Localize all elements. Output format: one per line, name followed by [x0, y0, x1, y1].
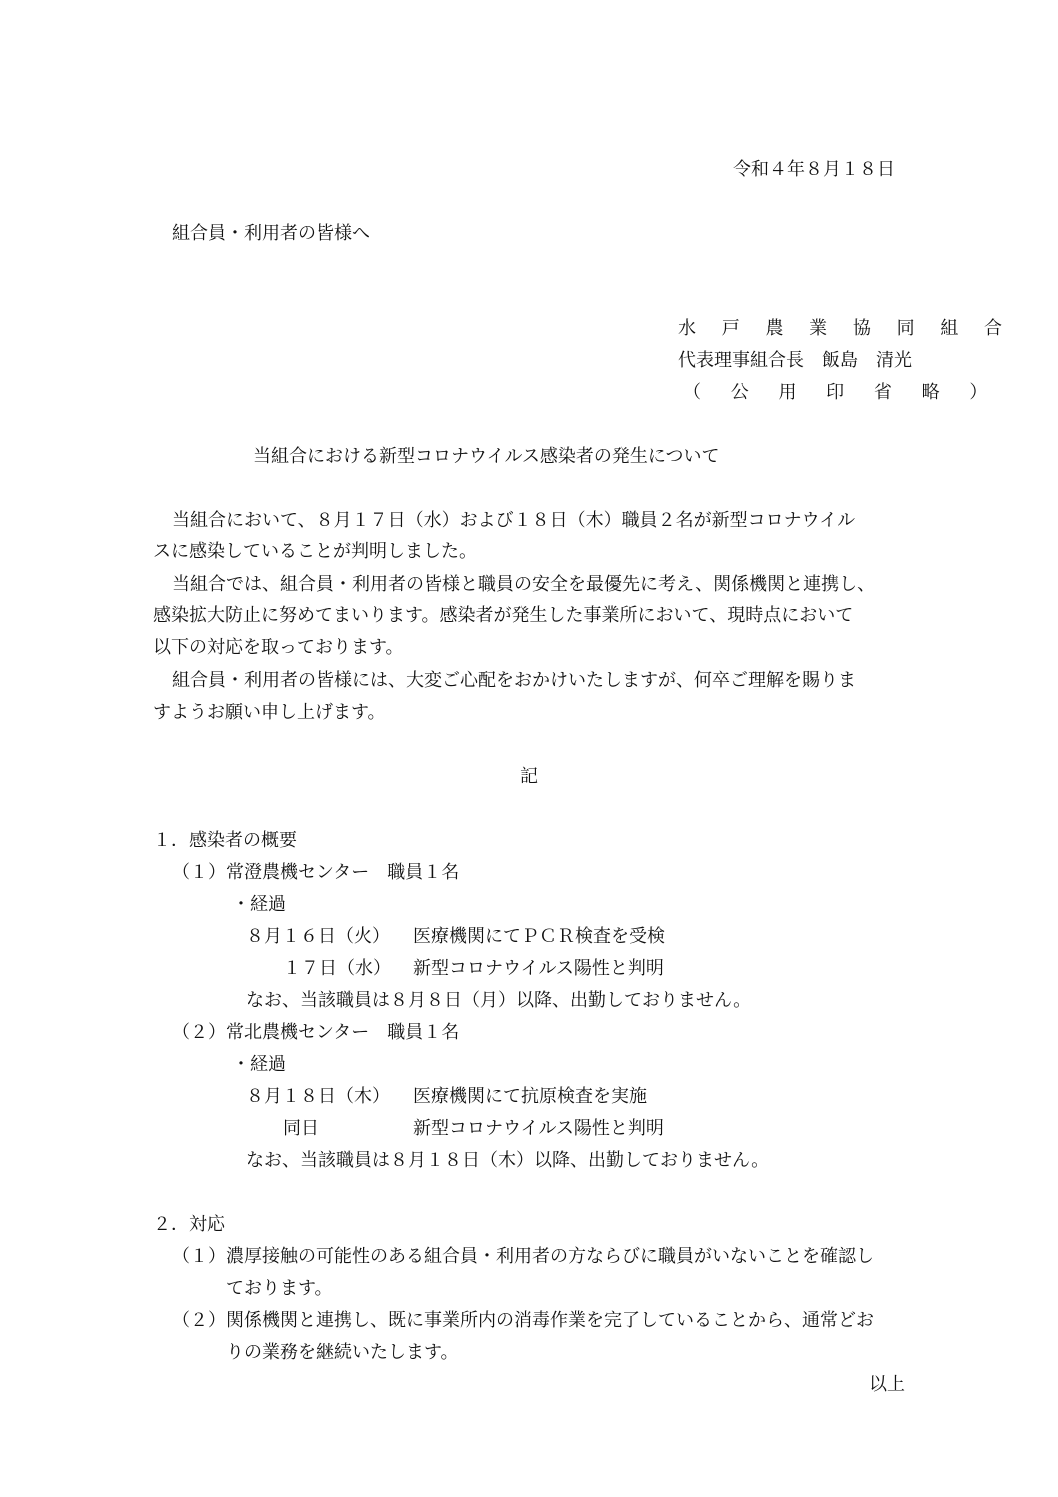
timeline-date: １７日（水） — [283, 958, 391, 979]
sender-title: 代表理事組合長 飯島 清光 — [678, 350, 912, 371]
response-item: （２）関係機関と連携し、既に事業所内の消毒作業を完了していることから、通常どお — [172, 1310, 874, 1331]
response-item: （１）濃厚接触の可能性のある組合員・利用者の方ならびに職員がいないことを確認し — [172, 1246, 874, 1267]
sender-organization: 水 戸 農 業 協 同 組 合 — [678, 318, 1013, 339]
case-title: （２）常北農機センター 職員１名 — [172, 1022, 460, 1043]
progress-label: ・経過 — [232, 894, 286, 915]
body-line: 当組合において、８月１７日（水）および１８日（木）職員２名が新型コロナウイル — [172, 510, 856, 531]
timeline-event: 医療機関にてＰＣＲ検査を受検 — [413, 926, 665, 947]
ki-marker: 記 — [520, 766, 538, 787]
timeline-date: ８月１８日（木） — [246, 1086, 390, 1107]
case-note: なお、当該職員は８月１８日（木）以降、出勤しておりません。 — [246, 1150, 770, 1171]
response-item-continuation: ております。 — [226, 1278, 333, 1299]
timeline-event: 新型コロナウイルス陽性と判明 — [413, 958, 664, 979]
body-line: 以下の対応を取っております。 — [153, 637, 404, 658]
response-item-continuation: りの業務を継続いたします。 — [226, 1342, 459, 1363]
seal-omitted-note: （ 公 用 印 省 略 ） — [683, 382, 1000, 403]
body-line: 感染拡大防止に努めてまいります。感染者が発生した事業所において、現時点において — [153, 605, 854, 626]
body-line: 組合員・利用者の皆様には、大変ご心配をおかけいたしますが、何卒ご理解を賜りま — [172, 670, 856, 691]
body-line: すようお願い申し上げます。 — [153, 702, 386, 723]
timeline-event: 新型コロナウイルス陽性と判明 — [413, 1118, 664, 1139]
case-title: （１）常澄農機センター 職員１名 — [172, 862, 460, 883]
progress-label: ・経過 — [232, 1054, 286, 1075]
timeline-date: 同日 — [283, 1118, 319, 1139]
section-heading: １．感染者の概要 — [153, 830, 297, 851]
section-heading: ２．対応 — [153, 1214, 225, 1235]
body-line: 当組合では、組合員・利用者の皆様と職員の安全を最優先に考え、関係機関と連携し、 — [172, 574, 876, 595]
timeline-date: ８月１６日（火） — [246, 926, 390, 947]
body-line: スに感染していることが判明しました。 — [153, 541, 477, 562]
addressee: 組合員・利用者の皆様へ — [172, 223, 370, 244]
closing-mark: 以上 — [869, 1374, 905, 1395]
document-date: 令和４年８月１８日 — [733, 159, 895, 180]
timeline-event: 医療機関にて抗原検査を実施 — [413, 1086, 647, 1107]
case-note: なお、当該職員は８月８日（月）以降、出勤しておりません。 — [246, 990, 752, 1011]
document-title: 当組合における新型コロナウイルス感染者の発生について — [253, 446, 720, 467]
